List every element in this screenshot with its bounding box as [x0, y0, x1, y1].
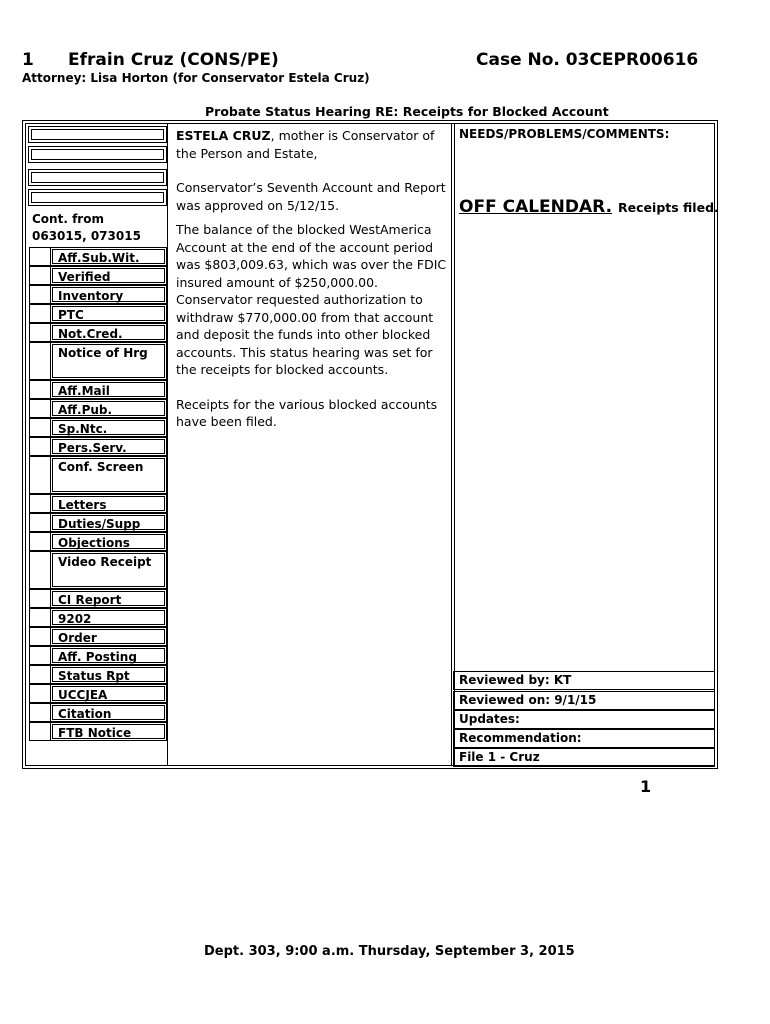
checklist-label: Aff. Posting [58, 650, 137, 664]
checklist-row [29, 551, 167, 589]
checklist-label: Letters [58, 498, 107, 512]
checklist-label: Duties/Supp [58, 517, 141, 531]
checkbox-cell[interactable] [30, 533, 51, 550]
reviewed-on-box [453, 691, 715, 710]
checkbox-cell[interactable] [30, 343, 51, 379]
column-divider-right [451, 123, 452, 766]
blank-box-3 [28, 169, 167, 186]
checkbox-cell[interactable] [30, 647, 51, 664]
recommendation-box [453, 729, 715, 748]
column-divider-right-inner [454, 123, 455, 766]
checklist-label: Status Rpt [58, 669, 130, 683]
updates: Updates: [459, 712, 520, 726]
checklist-label: Sp.Ntc. [58, 422, 108, 436]
checklist-row [29, 304, 167, 323]
checklist-row [29, 494, 167, 513]
recommendation: Recommendation: [459, 731, 582, 745]
checklist-label: Verified [58, 270, 111, 284]
conservator-desc: , mother is Conservator of the Person and Estate, [176, 128, 435, 161]
checklist-row [29, 646, 167, 665]
case-summary [176, 127, 448, 448]
checkbox-cell[interactable] [30, 419, 51, 436]
checklist-row [29, 399, 167, 418]
checkbox-cell[interactable] [30, 685, 51, 702]
page-number: 1 [640, 777, 652, 796]
reviewed-on: Reviewed on: 9/1/15 [459, 693, 597, 707]
checklist-row [29, 266, 167, 285]
checklist-label: Notice of Hrg [58, 346, 148, 360]
checklist-label: Objections [58, 536, 130, 550]
conservator-name: ESTELA CRUZ [176, 128, 271, 143]
checklist-row [29, 418, 167, 437]
hearing-title: Probate Status Hearing RE: Receipts for Blocked Account [205, 104, 609, 119]
checkbox-cell[interactable] [30, 324, 51, 341]
checkbox-cell[interactable] [30, 723, 51, 740]
checkbox-cell[interactable] [30, 590, 51, 607]
summary-paragraph-2: Conservator’s Seventh Account and Report was approved on 5/12/15. [176, 180, 446, 213]
reviewed-by: Reviewed by: KT [459, 673, 572, 687]
checklist-label: Order [58, 631, 97, 645]
checkbox-cell[interactable] [30, 286, 51, 303]
checklist-label: Citation [58, 707, 112, 721]
checklist-label: 9202 [58, 612, 92, 626]
checklist-row [29, 627, 167, 646]
checkbox-cell[interactable] [30, 457, 51, 493]
case-name: Efrain Cruz (CONS/PE) [68, 50, 279, 70]
checklist-label: Aff.Sub.Wit. [58, 251, 140, 265]
checklist-label: Pers.Serv. [58, 441, 127, 455]
blank-box-1 [28, 126, 167, 143]
file-box [453, 748, 715, 767]
checklist-row [29, 285, 167, 304]
checklist-label: Inventory [58, 289, 124, 303]
column-divider-left [167, 123, 168, 766]
checkbox-cell[interactable] [30, 628, 51, 645]
case-number: Case No. 03CEPR00616 [476, 50, 699, 70]
receipts-filed: Receipts filed. [618, 200, 719, 215]
checklist-label: Video Receipt [58, 555, 152, 569]
attorney-line: Attorney: Lisa Horton (for Conservator Estela Cruz) [22, 71, 370, 85]
checklist-row [29, 456, 167, 494]
checkbox-cell[interactable] [30, 248, 51, 265]
checkbox-cell[interactable] [30, 495, 51, 512]
summary-paragraph-1 [176, 127, 448, 162]
checkbox-cell[interactable] [30, 552, 51, 588]
checklist-row [29, 684, 167, 703]
checklist-label: Conf. Screen [58, 460, 144, 474]
checkbox-cell[interactable] [30, 267, 51, 284]
blank-box-2 [28, 146, 167, 163]
checklist-row [29, 608, 167, 627]
checkbox-cell[interactable] [30, 438, 51, 455]
checkbox-cell[interactable] [30, 704, 51, 721]
checklist-row [29, 380, 167, 399]
checklist-row [29, 342, 167, 380]
off-calendar-note [459, 197, 719, 217]
summary-paragraph-3: The balance of the blocked WestAmerica Account at the end of the account period was $803,009.63, which was over the FDIC insured amount of $250,000.00. Conservator requested authorization to withdraw $770,000.00 from that account and deposit the funds into other blocked accounts. This status hearing was set for the receipts for blocked accounts. [176, 222, 447, 377]
summary-paragraph-4: Receipts for the various blocked accounts have been filed. [176, 396, 438, 429]
hearing-footer: Dept. 303, 9:00 a.m. Thursday, September 3, 2015 [204, 944, 575, 959]
checklist-label: UCCJEA [58, 688, 108, 702]
continued-from: Cont. from 063015, 073015 [32, 212, 141, 243]
needs-heading: NEEDS/PROBLEMS/COMMENTS: [459, 127, 670, 141]
checkbox-cell[interactable] [30, 400, 51, 417]
checklist-row [29, 703, 167, 722]
checkbox-cell[interactable] [30, 609, 51, 626]
checklist-row [29, 722, 167, 741]
checklist-row [29, 247, 167, 266]
checklist-label: Aff.Pub. [58, 403, 113, 417]
checklist-row [29, 532, 167, 551]
checkbox-cell[interactable] [30, 514, 51, 531]
checklist-row [29, 513, 167, 532]
checklist-label: PTC [58, 308, 84, 322]
checklist-row [29, 437, 167, 456]
checklist-row [29, 665, 167, 684]
blank-box-4 [28, 189, 167, 206]
checklist-label: Not.Cred. [58, 327, 123, 341]
checkbox-cell[interactable] [30, 305, 51, 322]
updates-box [453, 710, 715, 729]
checkbox-cell[interactable] [30, 381, 51, 398]
checkbox-cell[interactable] [30, 666, 51, 683]
checklist-label: Aff.Mail [58, 384, 110, 398]
checklist-row [29, 589, 167, 608]
reviewed-by-box [453, 671, 715, 690]
item-number: 1 [22, 50, 34, 70]
file-label: File 1 - Cruz [459, 750, 540, 764]
checklist-label: CI Report [58, 593, 122, 607]
off-calendar: OFF CALENDAR. [459, 197, 613, 217]
checklist-label: FTB Notice [58, 726, 132, 740]
checklist-row [29, 323, 167, 342]
